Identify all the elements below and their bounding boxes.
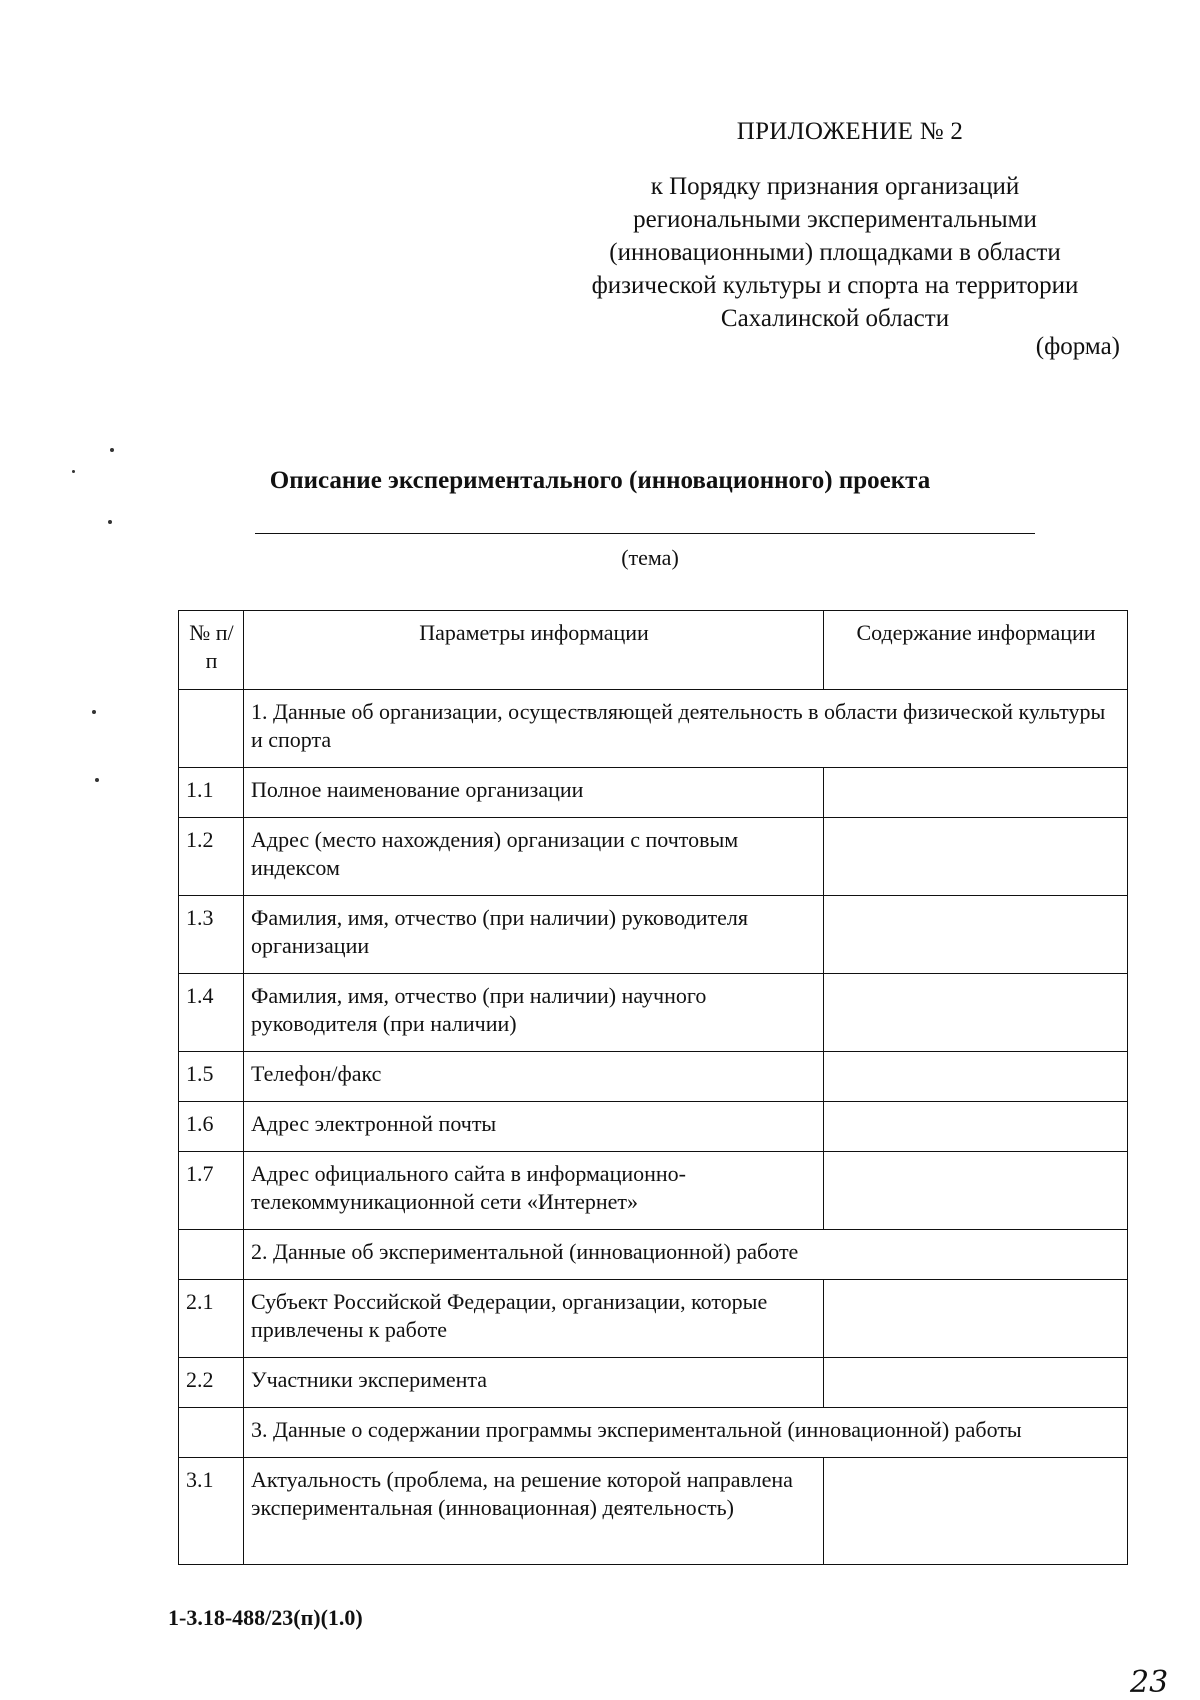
table-header-row <box>179 611 1128 690</box>
row-number: 2.2 <box>179 1358 244 1408</box>
row-parameter: Адрес официального сайта в информационно-телекоммуникационной сети «Интернет» <box>244 1152 824 1230</box>
header-number: № п/п <box>179 611 244 690</box>
row-number: 1.1 <box>179 768 244 818</box>
handwritten-page-number: 23 <box>1130 1665 1169 1700</box>
row-content-cell[interactable] <box>824 1152 1128 1230</box>
row-number <box>179 1230 244 1280</box>
table-row <box>179 1152 1128 1230</box>
scan-speck <box>108 520 112 524</box>
row-number: 2.1 <box>179 1280 244 1358</box>
row-content-cell[interactable] <box>824 1358 1128 1408</box>
table-row <box>179 1458 1128 1565</box>
appendix-title: ПРИЛОЖЕНИЕ № 2 <box>736 118 964 145</box>
row-number: 1.7 <box>179 1152 244 1230</box>
section-row <box>179 1230 1128 1280</box>
appendix-subtitle-line: региональными экспериментальными <box>633 206 1037 233</box>
section-row <box>179 690 1128 768</box>
scan-speck <box>72 470 75 473</box>
row-content-cell[interactable] <box>824 1458 1128 1565</box>
table-row <box>179 768 1128 818</box>
table-row <box>179 1358 1128 1408</box>
table-row <box>179 974 1128 1052</box>
row-content-cell[interactable] <box>824 1102 1128 1152</box>
form-label: (форма) <box>1035 333 1120 360</box>
table-row <box>179 896 1128 974</box>
row-number <box>179 690 244 768</box>
row-number: 3.1 <box>179 1458 244 1565</box>
row-content-cell[interactable] <box>824 818 1128 896</box>
row-number: 1.5 <box>179 1052 244 1102</box>
row-parameter: Телефон/факс <box>244 1052 824 1102</box>
row-number: 1.4 <box>179 974 244 1052</box>
theme-label: (тема) <box>621 545 679 570</box>
document-code: 1-3.18-488/23(п)(1.0) <box>168 1605 363 1630</box>
table-row <box>179 818 1128 896</box>
row-number: 1.2 <box>179 818 244 896</box>
section-heading: 2. Данные об экспериментальной (инновационной) работе <box>244 1230 1128 1280</box>
theme-fill-line <box>255 533 1035 534</box>
table-row <box>179 1052 1128 1102</box>
row-parameter: Адрес (место нахождения) организации с почтовым индексом <box>244 818 824 896</box>
scan-speck <box>92 710 96 714</box>
row-parameter: Участники эксперимента <box>244 1358 824 1408</box>
appendix-subtitle-line: (инновационными) площадками в области <box>609 239 1061 266</box>
row-content-cell[interactable] <box>824 1280 1128 1358</box>
row-parameter: Фамилия, имя, отчество (при наличии) научного руководителя (при наличии) <box>244 974 824 1052</box>
appendix-subtitle-line: к Порядку признания организаций <box>650 173 1020 200</box>
row-number: 1.6 <box>179 1102 244 1152</box>
row-content-cell[interactable] <box>824 974 1128 1052</box>
row-content-cell[interactable] <box>824 896 1128 974</box>
appendix-subtitle-line: Сахалинской области <box>720 305 950 332</box>
row-parameter: Субъект Российской Федерации, организации, которые привлечены к работе <box>244 1280 824 1358</box>
section-heading: 3. Данные о содержании программы экспериментальной (инновационной) работы <box>244 1408 1128 1458</box>
row-number <box>179 1408 244 1458</box>
row-parameter: Актуальность (проблема, на решение которой направлена экспериментальная (инновационная) деятельность) <box>244 1458 824 1565</box>
row-number: 1.3 <box>179 896 244 974</box>
header-content: Содержание информации <box>824 611 1128 690</box>
row-parameter: Фамилия, имя, отчество (при наличии) руководителя организации <box>244 896 824 974</box>
section-row <box>179 1408 1128 1458</box>
row-parameter: Адрес электронной почты <box>244 1102 824 1152</box>
table-row <box>179 1102 1128 1152</box>
scan-speck <box>95 778 99 782</box>
row-parameter: Полное наименование организации <box>244 768 824 818</box>
scan-speck <box>110 448 114 452</box>
header-parameters: Параметры информации <box>244 611 824 690</box>
row-content-cell[interactable] <box>824 1052 1128 1102</box>
row-content-cell[interactable] <box>824 768 1128 818</box>
section-heading: 1. Данные об организации, осуществляющей деятельность в области физической культуры и спорта <box>244 690 1128 768</box>
appendix-subtitle-line: физической культуры и спорта на территории <box>591 272 1079 299</box>
appendix-subtitle <box>550 170 1120 335</box>
document-title: Описание экспериментального (инновационного) проекта <box>269 467 931 494</box>
table-row <box>179 1280 1128 1358</box>
project-description-table <box>178 610 1128 1565</box>
